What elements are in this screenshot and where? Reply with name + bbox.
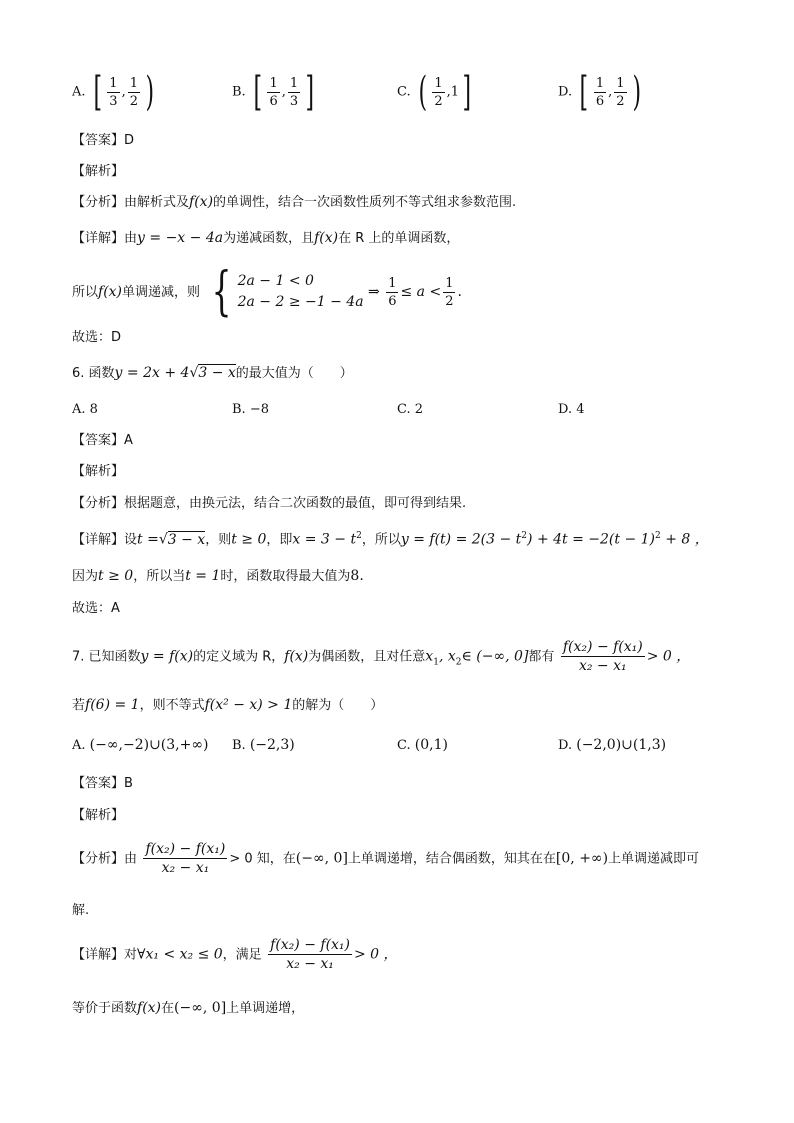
q7-fenxi: 【分析】由 $\frac{\text{f(x₂) − f(x₁)}}{\text{x₂ − x₁}}$ > 0 知，在(−∞, 0]上单调递增，结合偶函数，知其在在[0, +∞)上单调递减即可 — [72, 841, 700, 876]
q7-equiv: 等价于函数f(x)在(−∞, 0]上单调递增， — [72, 1000, 305, 1016]
q6-option-b: B. −8 — [232, 402, 269, 417]
q6-detail: 【详解】设t =√3 − x，则t ≥ 0，即$x = 3 - t^2$，所以$y = f(t) = 2(3 - t^2) + 4t = -2(t - 1)^2 + 8$ ， — [72, 531, 709, 548]
q5-choose: 故选：D — [72, 330, 122, 345]
q5-option-b: B. [ $\frac{1}{6}$ , $\frac{1}{3}$ ] — [232, 69, 315, 115]
q5-detail: 【详解】由y = −x − 4a为递减函数，且f(x)在 R 上的单调函数， — [72, 230, 460, 246]
q7-option-c: C. (0,1) — [397, 737, 448, 753]
q6-stem: 6. 函数y = 2x + 4√3 − x的最大值为（ ） — [72, 365, 353, 381]
q6-analysis-heading: 【解析】 — [72, 464, 125, 479]
q7-if: 若f(6) = 1，则不等式f(x² − x) > 1的解为（ ） — [72, 697, 384, 713]
q5-option-c: C. ( $\frac{1}{2}$ ,1] — [397, 69, 472, 115]
q6-option-c: C. 2 — [397, 402, 424, 417]
q6-option-d: D. 4 — [558, 402, 585, 417]
q5-option-a: A. [ $\frac{1}{3}$ , $\frac{1}{2}$ ) — [72, 69, 155, 115]
q7-fenxi-cont: 解. — [72, 903, 90, 918]
q5-so: 所以f(x)单调递减，则 { 2a − 1 < 0 2a − 2 ≥ −1 − 4a ⇒ $\frac{1}{6}$ ≤ a < $\frac{1}{2}$ . — [72, 262, 462, 322]
q7-stem: 7. 已知函数y = f(x)的定义域为 R，f(x)为偶函数，且对任意$x_1$, $x_2\in$ (−∞, 0]都有 $\frac{\text{f(x₂) − f(x₁)}}{\text{x₂ − x₁}}$ > 0 ， — [72, 639, 691, 674]
q7-analysis-heading: 【解析】 — [72, 808, 125, 823]
q6-because: 因为t ≥ 0，所以当t = 1时，函数取得最大值为8. — [72, 568, 364, 584]
q7-detail: 【详解】对∀x₁ < x₂ ≤ 0，满足 $\frac{\text{f(x₂) − f(x₁)}}{\text{x₂ − x₁}}$ > 0 ， — [72, 937, 398, 972]
q5-option-d: D. [ $\frac{1}{6}$ , $\frac{1}{2}$ ) — [558, 69, 641, 115]
q7-answer: 【答案】B — [72, 776, 133, 791]
q5-fenxi: 【分析】由解析式及f(x)的单调性，结合一次函数性质列不等式组求参数范围. — [72, 194, 517, 210]
q6-answer: 【答案】A — [72, 433, 133, 448]
q5-analysis-heading: 【解析】 — [72, 164, 125, 179]
q6-choose: 故选：A — [72, 601, 120, 616]
q6-fenxi: 【分析】根据题意，由换元法，结合二次函数的最值，即可得到结果. — [72, 496, 467, 511]
q7-option-a: A. (−∞,−2)∪(3,+∞) — [72, 737, 209, 753]
q7-option-d: D. (−2,0)∪(1,3) — [558, 737, 667, 753]
q6-option-a: A. 8 — [72, 402, 98, 417]
q5-answer: 【答案】D — [72, 133, 135, 148]
q7-option-b: B. (−2,3) — [232, 737, 295, 753]
